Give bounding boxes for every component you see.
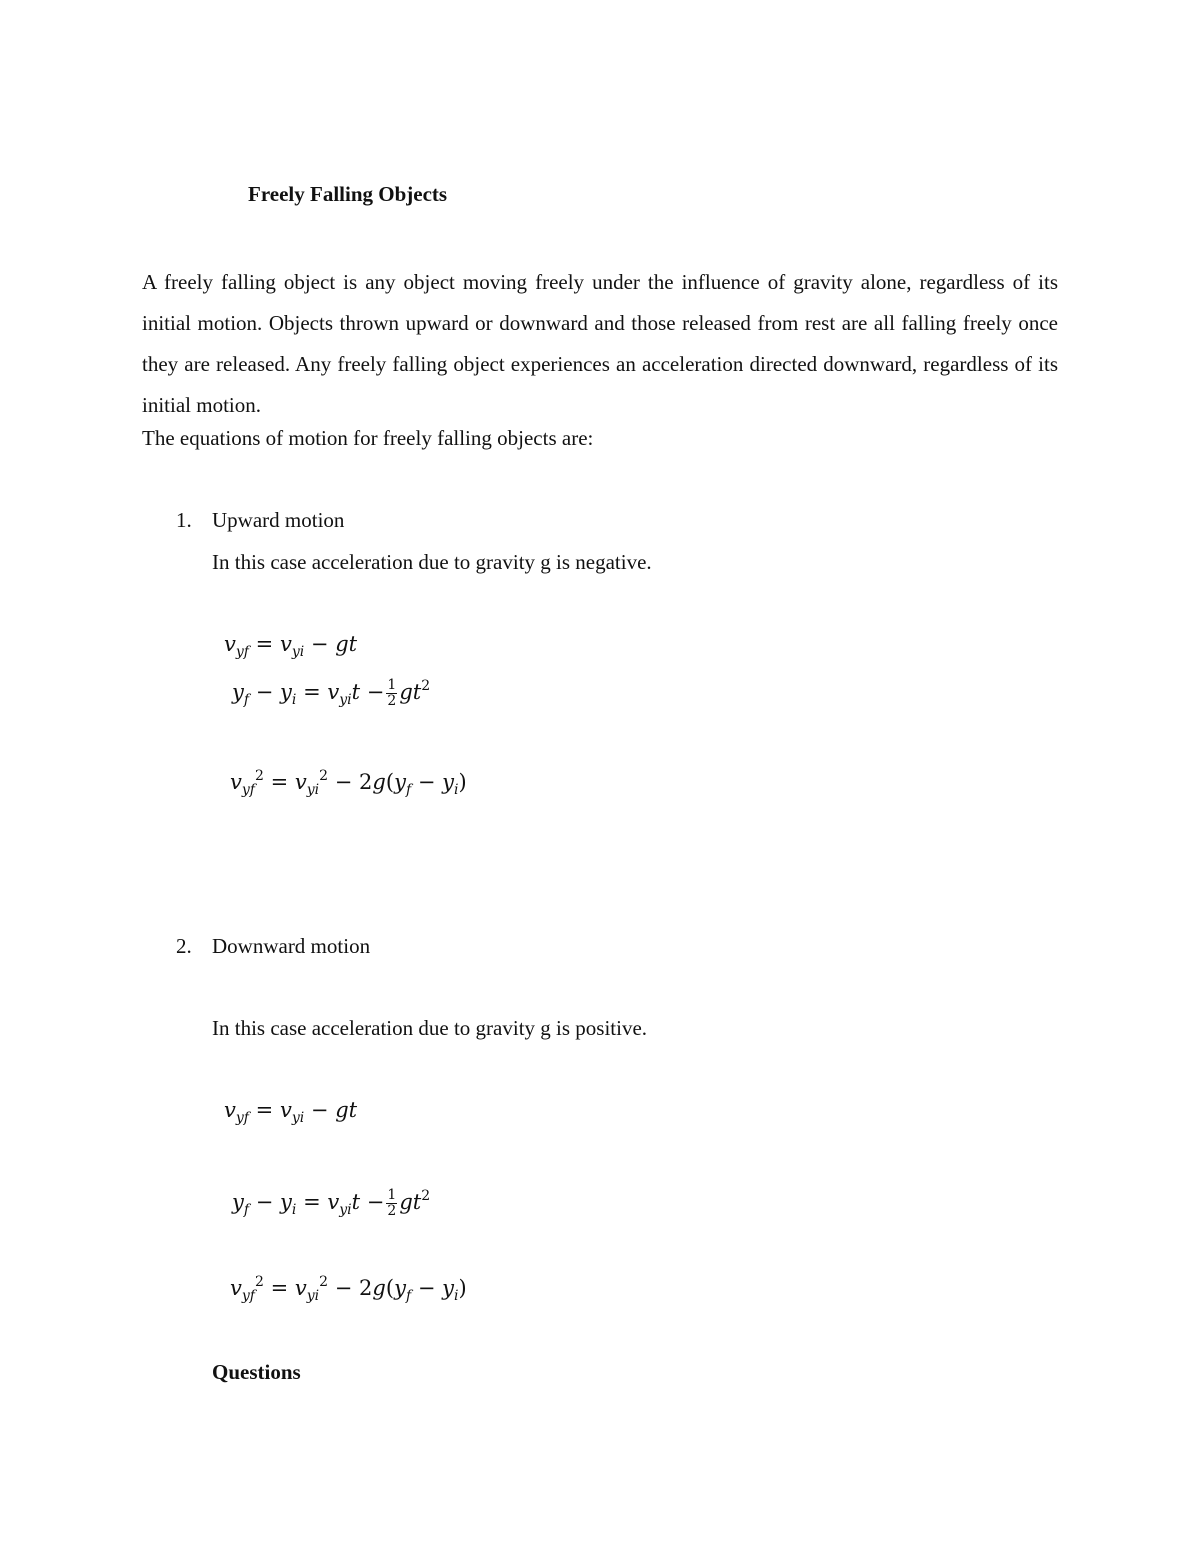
equations-intro: The equations of motion for freely falling objects are: [142,426,594,450]
equation-1a: $v_{yf} = v_{yi}$ − gt [224,632,358,660]
document-title: Freely Falling Objects [248,182,448,206]
section-1-heading: Upward motion [212,508,345,532]
fraction-half: $\frac{1}{2}$ [387,1187,397,1219]
intro-paragraph: A freely falling object is any object moving freely under the influence of gravity alone, regardless of its initial motion. Objects thrown upward or downward and those released from rest are all falling freely once they are released. Any freely falling object experiences an acceleration directed downward, regardless of its initial motion. [142,270,1058,417]
section-2-number: 2. [176,934,192,958]
questions-heading: Questions [212,1360,301,1384]
equation-2c: $v_{yf}^2 = v_{yi}^2 - 2g(y_f - y_i)$ [230,1274,467,1304]
fraction-half: $\frac{1}{2}$ [387,677,397,709]
section-2-note: In this case acceleration due to gravity g is positive. [212,1016,648,1040]
section-1-note: In this case acceleration due to gravity g is negative. [212,550,652,574]
equation-2a: $v_{yf} = v_{yi}$ − gt [224,1098,358,1126]
equation-1c: $v_{yf}^2 = v_{yi}^2 - 2g(y_f - y_i)$ [230,768,467,798]
section-2-heading: Downward motion [212,934,371,958]
equation-2b: $y_f - y_i = v_{yi}t$ − $\frac{1}{2}$ $gt^2$ [232,1187,431,1219]
section-1-number: 1. [176,508,192,532]
equation-1b: $y_f - y_i = v_{yi}t$ − $\frac{1}{2}$ $gt^2$ [232,677,431,709]
